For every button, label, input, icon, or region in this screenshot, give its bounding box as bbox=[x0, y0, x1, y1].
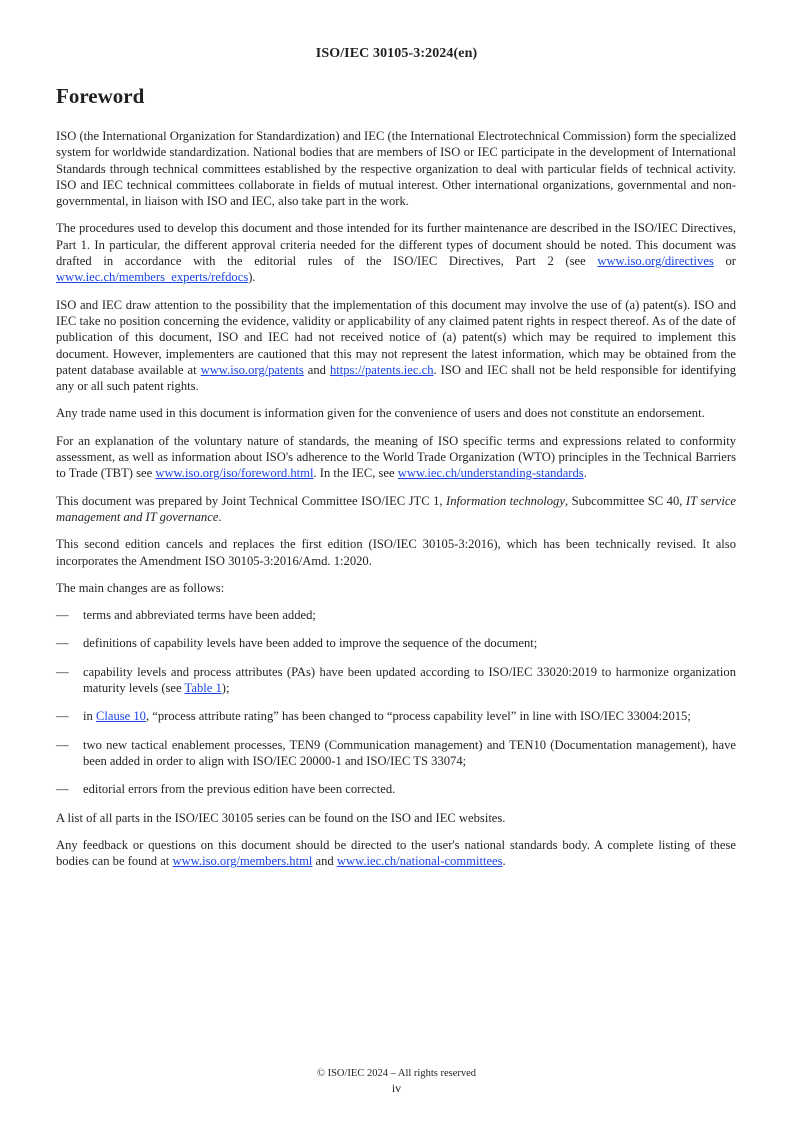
paragraph-text: . In the IEC, see bbox=[313, 466, 398, 481]
list-item bbox=[56, 708, 736, 724]
link-iec-understanding-standards[interactable]: www.iec.ch/understanding-standards bbox=[397, 466, 584, 481]
page-footer bbox=[0, 1066, 793, 1096]
paragraph-text: , Subcommittee SC 40, bbox=[564, 493, 686, 508]
paragraph-text: . bbox=[583, 466, 587, 481]
dash-bullet: — bbox=[56, 782, 69, 797]
list-item-text: in bbox=[83, 709, 96, 724]
dash-bullet: — bbox=[56, 709, 69, 724]
paragraph-patents bbox=[56, 297, 736, 395]
link-iec-patents[interactable]: https://patents.iec.ch bbox=[329, 362, 434, 377]
list-item bbox=[56, 737, 736, 770]
list-item-text: capability levels and process attributes (PAs) have been updated according to ISO/IEC 33020:2019 to harmonize organization maturity levels (see bbox=[83, 664, 736, 696]
paragraph-procedures bbox=[56, 220, 736, 285]
paragraph-text: Any feedback or questions on this document should be directed to the user's national standards body. A complete listing of these bodies can be found at bbox=[56, 837, 736, 869]
list-item-text: definitions of capability levels have been added to improve the sequence of the document; bbox=[83, 636, 538, 651]
page-number: iv bbox=[391, 1081, 402, 1095]
committee-name: Information technology bbox=[446, 493, 565, 508]
document-header: ISO/IEC 30105-3:2024(en) bbox=[315, 46, 478, 61]
dash-bullet: — bbox=[56, 636, 69, 651]
paragraph-text: The procedures used to develop this document and those intended for its further maintenance are described in the ISO/IEC Directives, Part 1. In particular, the different approval criteria needed for the different types of document should be noted. This document was drafted in accordance with the editorial rules of the ISO/IEC Directives, Part 2 (see bbox=[56, 221, 736, 269]
paragraph-main-changes: The main changes are as follows: bbox=[56, 580, 225, 595]
paragraph-text: . bbox=[502, 854, 506, 869]
paragraph-series-list: A list of all parts in the ISO/IEC 30105 series can be found on the ISO and IEC websites. bbox=[56, 810, 506, 825]
changes-list bbox=[56, 607, 736, 797]
paragraph-feedback bbox=[56, 837, 736, 870]
dash-bullet: — bbox=[56, 664, 69, 679]
link-iso-directives[interactable]: www.iso.org/directives bbox=[597, 254, 714, 269]
link-iso-foreword[interactable]: www.iso.org/iso/foreword.html bbox=[155, 466, 314, 481]
link-iso-members[interactable]: www.iso.org/members.html bbox=[172, 854, 313, 869]
paragraph-trade-name: Any trade name used in this document is information given for the convenience of users and does not constitute an endorsement. bbox=[56, 406, 705, 421]
subcommittee-name: IT service management and IT governance bbox=[56, 493, 736, 524]
paragraph-prepared-by bbox=[56, 493, 736, 526]
list-item-text: ); bbox=[221, 681, 230, 696]
list-item-text: editorial errors from the previous edition have been corrected. bbox=[83, 782, 396, 797]
paragraph-edition: This second edition cancels and replaces the first edition (ISO/IEC 30105-3:2016), which has been technically revised. It also incorporates the Amendment ISO 30105-3:2016/Amd. 1:2020. bbox=[56, 537, 736, 568]
link-iec-national-committees[interactable]: www.iec.ch/national-committees bbox=[336, 854, 503, 869]
list-item-text: terms and abbreviated terms have been added; bbox=[83, 608, 316, 623]
list-item bbox=[56, 664, 736, 697]
dash-bullet: — bbox=[56, 737, 69, 752]
list-item-text: two new tactical enablement processes, TEN9 (Communication management) and TEN10 (Documentation management), have been added in order to align with ISO/IEC 20000-1 and ISO/IEC TS 33074; bbox=[83, 737, 736, 768]
paragraph-text: or bbox=[713, 254, 737, 269]
list-item bbox=[56, 635, 736, 651]
list-item bbox=[56, 607, 736, 623]
link-clause-10[interactable]: Clause 10 bbox=[95, 709, 146, 724]
link-iso-patents[interactable]: www.iso.org/patents bbox=[200, 362, 304, 377]
paragraph-text: ISO and IEC draw attention to the possibility that the implementation of this document may involve the use of (a) patent(s). ISO and IEC take no position concerning the evidence, validity or applicability of any claimed patent rights in respect thereof. As of the date of publication of this document, ISO and IEC had not received notice of (a) patent(s) which may be required to implement this document. However, implementers are cautioned that this may not represent the latest information, which may be obtained from the patent database available at bbox=[56, 297, 736, 377]
paragraph-voluntary-nature bbox=[56, 433, 736, 482]
paragraph-text: This document was prepared by Joint Technical Committee ISO/IEC JTC 1, bbox=[56, 493, 447, 508]
paragraph-text: . bbox=[218, 509, 222, 524]
copyright-notice: © ISO/IEC 2024 – All rights reserved bbox=[316, 1068, 477, 1079]
paragraph-text: and bbox=[312, 854, 337, 869]
paragraph-text: and bbox=[303, 362, 330, 377]
paragraph-text: . ISO and IEC shall not be held responsible for identifying any or all such patent rights. bbox=[56, 362, 737, 394]
dash-bullet: — bbox=[56, 608, 69, 623]
list-item-text: , “process attribute rating” has been changed to “process capability level” in line with ISO/IEC 33004:2015; bbox=[145, 709, 691, 724]
paragraph-iso-iec-intro: ISO (the International Organization for Standardization) and IEC (the International Electrotechnical Commission) form the specialized system for worldwide standardization. National bodies that are members of ISO or IEC participate in the development of International Standards through technical committees established by the respective organization to deal with particular fields of technical activity. ISO and IEC technical committees collaborate in fields of mutual interest. Other international organizations, governmental and non-governmental, in liaison with ISO and IEC, also take part in the work. bbox=[56, 129, 736, 209]
list-item bbox=[56, 781, 736, 797]
link-iec-refdocs[interactable]: www.iec.ch/members_experts/refdocs bbox=[56, 270, 249, 285]
paragraph-text: ). bbox=[248, 270, 256, 285]
foreword-body bbox=[56, 128, 736, 880]
link-table-1[interactable]: Table 1 bbox=[184, 681, 222, 696]
paragraph-text: For an explanation of the voluntary nature of standards, the meaning of ISO specific terms and expressions related to conformity assessment, as well as information about ISO's adherence to the World Trade Organization (WTO) principles in the Technical Barriers to Trade (TBT) see bbox=[56, 433, 736, 481]
page-title: Foreword bbox=[56, 84, 145, 108]
